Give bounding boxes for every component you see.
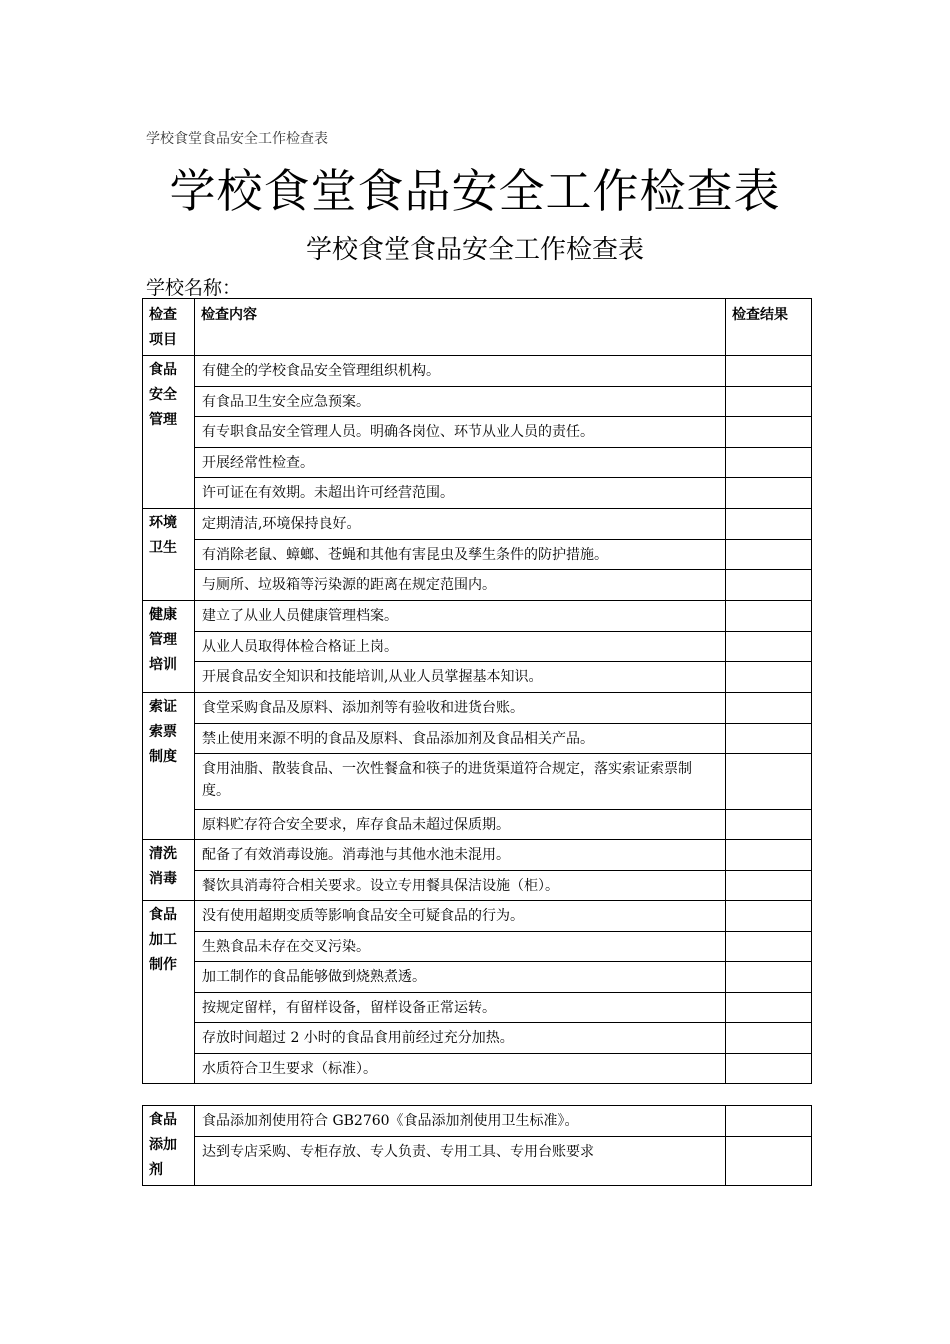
check-content-cell: 建立了从业人员健康管理档案。: [195, 601, 726, 632]
check-content-cell: 配备了有效消毒设施。消毒池与其他水池未混用。: [195, 840, 726, 871]
table-row: [143, 478, 812, 509]
table-row: [143, 356, 812, 387]
table-row: [143, 1054, 812, 1084]
table-row: [143, 632, 812, 662]
check-result-cell[interactable]: [726, 448, 812, 478]
check-result-cell[interactable]: [726, 387, 812, 417]
check-result-cell[interactable]: [726, 478, 812, 509]
sub-title: 学校食堂食品安全工作检查表: [305, 235, 644, 265]
check-content-cell: 餐饮具消毒符合相关要求。设立专用餐具保洁设施（柜）。: [195, 871, 726, 901]
table-row: [143, 840, 812, 871]
check-result-cell[interactable]: [726, 570, 812, 601]
check-content-cell: 原料贮存符合安全要求，库存食品未超过保质期。: [195, 810, 726, 840]
category-label: 环境 卫生: [149, 515, 177, 556]
check-result-cell[interactable]: [726, 540, 812, 570]
check-content-cell: 开展经常性检查。: [195, 448, 726, 478]
check-content-cell: 有专职食品安全管理人员。明确各岗位、环节从业人员的责任。: [195, 417, 726, 448]
check-content-cell: 水质符合卫生要求（标准）。: [195, 1054, 726, 1084]
category-cell: [143, 356, 195, 509]
check-result-cell[interactable]: [726, 932, 812, 962]
check-result-cell[interactable]: [726, 509, 812, 540]
check-result-cell[interactable]: [726, 901, 812, 932]
check-result-cell[interactable]: [726, 632, 812, 662]
table-row: [143, 662, 812, 693]
school-name-label: 学校名称：: [146, 277, 242, 299]
main-title: 学校食堂食品安全工作检查表: [169, 164, 781, 218]
header-content: 检查内容: [195, 299, 726, 356]
table-row: [143, 693, 812, 724]
table-row: [143, 993, 812, 1023]
inspection-table: [142, 298, 812, 1084]
table-row: [143, 448, 812, 478]
check-result-cell[interactable]: [726, 810, 812, 840]
check-content-cell: 食品添加剂使用符合 GB2760《食品添加剂使用卫生标准》。: [195, 1106, 726, 1137]
table-row: [143, 509, 812, 540]
check-result-cell[interactable]: [726, 693, 812, 724]
check-content-cell: 定期清洁,环境保持良好。: [195, 509, 726, 540]
check-content-cell: 食用油脂、散装食品、一次性餐盒和筷子的进货渠道符合规定，落实索证索票制度。: [195, 754, 726, 810]
check-result-cell[interactable]: [726, 1054, 812, 1084]
category-cell: [143, 840, 195, 901]
check-content-cell: 有健全的学校食品安全管理组织机构。: [195, 356, 726, 387]
check-result-cell[interactable]: [726, 356, 812, 387]
check-result-cell[interactable]: [726, 840, 812, 871]
check-result-cell[interactable]: [726, 1106, 812, 1137]
check-content-cell: 禁止使用来源不明的食品及原料、食品添加剂及食品相关产品。: [195, 724, 726, 754]
check-content-cell: 存放时间超过 2 小时的食品食用前经过充分加热。: [195, 1023, 726, 1054]
check-result-cell[interactable]: [726, 417, 812, 448]
category-label: 食品 加工 制作: [149, 907, 177, 973]
category-label: 食品 安全 管理: [149, 362, 177, 428]
check-content-cell: 没有使用超期变质等影响食品安全可疑食品的行为。: [195, 901, 726, 932]
check-result-cell[interactable]: [726, 754, 812, 810]
category-cell: [143, 509, 195, 601]
category-label: 清洗 消毒: [149, 846, 177, 887]
check-result-cell[interactable]: [726, 1137, 812, 1186]
check-content-cell: 有消除老鼠、蟑螂、苍蝇和其他有害昆虫及孳生条件的防护措施。: [195, 540, 726, 570]
table-header-row: [143, 299, 812, 356]
table-row: [143, 810, 812, 840]
check-content-cell: 生熟食品未存在交叉污染。: [195, 932, 726, 962]
table-row: [143, 570, 812, 601]
table-row: [143, 417, 812, 448]
category-label: 索证 索票 制度: [149, 699, 177, 765]
header-note: 学校食堂食品安全工作检查表: [146, 131, 328, 147]
table-row: [143, 387, 812, 417]
check-result-cell[interactable]: [726, 871, 812, 901]
table-row: [143, 601, 812, 632]
table-row: [143, 1137, 812, 1186]
header-item: [143, 299, 195, 356]
table-row: [143, 1023, 812, 1054]
category-label: 食品 添加 剂: [149, 1112, 177, 1178]
check-result-cell[interactable]: [726, 601, 812, 632]
check-content-cell: 有食品卫生安全应急预案。: [195, 387, 726, 417]
header-result: 检查结果: [726, 299, 812, 356]
check-content-cell: 加工制作的食品能够做到烧熟煮透。: [195, 962, 726, 993]
header-item-text: 检查 项目: [149, 307, 177, 348]
table-row: [143, 724, 812, 754]
category-cell: [143, 1106, 195, 1186]
check-result-cell[interactable]: [726, 724, 812, 754]
check-content-cell: 开展食品安全知识和技能培训,从业人员掌握基本知识。: [195, 662, 726, 693]
check-result-cell[interactable]: [726, 1023, 812, 1054]
check-content-cell: 达到专店采购、专柜存放、专人负责、专用工具、专用台账要求: [195, 1137, 726, 1186]
category-cell: [143, 901, 195, 1084]
table-row: [143, 754, 812, 810]
category-cell: [143, 601, 195, 693]
check-content-cell: 食堂采购食品及原料、添加剂等有验收和进货台账。: [195, 693, 726, 724]
category-label: 健康 管理 培训: [149, 607, 177, 673]
table-row: [143, 962, 812, 993]
check-content-cell: 从业人员取得体检合格证上岗。: [195, 632, 726, 662]
table-row: [143, 932, 812, 962]
table-row: [143, 1106, 812, 1137]
check-result-cell[interactable]: [726, 993, 812, 1023]
table-row: [143, 540, 812, 570]
category-cell: [143, 693, 195, 840]
check-content-cell: 按规定留样，有留样设备，留样设备正常运转。: [195, 993, 726, 1023]
table-row: [143, 901, 812, 932]
check-content-cell: 许可证在有效期。未超出许可经营范围。: [195, 478, 726, 509]
additive-table: [142, 1105, 812, 1186]
check-content-cell: 与厕所、垃圾箱等污染源的距离在规定范围内。: [195, 570, 726, 601]
check-result-cell[interactable]: [726, 662, 812, 693]
table-row: [143, 871, 812, 901]
check-result-cell[interactable]: [726, 962, 812, 993]
